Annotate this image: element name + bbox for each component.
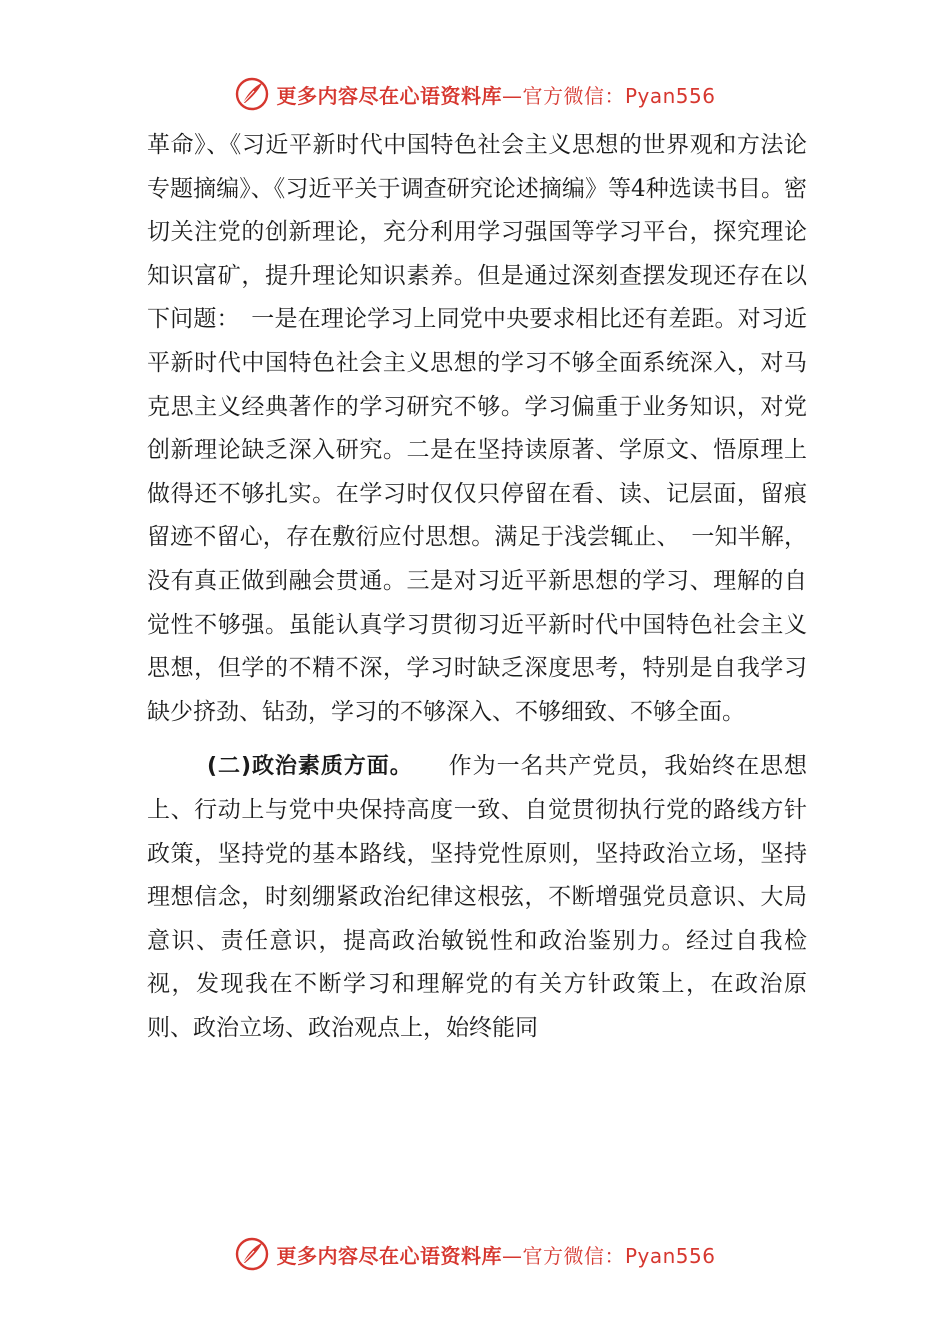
watermark-text: 更多内容尽在心语资料库—官方微信：Pyan556 — [276, 83, 716, 108]
feather-pen-logo-icon — [234, 76, 270, 112]
watermark-text: 更多内容尽在心语资料库—官方微信：Pyan556 — [276, 1243, 716, 1268]
feather-pen-logo-icon — [234, 1236, 270, 1272]
paragraph: 革命》、《习近平新时代中国特色社会主义思想的世界观和方法论专题摘编》、《习近平关于调查研究论述摘编》等4种选读书目。密切关注党的创新理论，充分利用学习强国等学习平台，探究理论知识富矿，提升理论知识素养。但是通过深刻查摆发现还存在以下问题： 一是在理论学习上同党中央要求相比还有差距。对习近平新时代中国特色社会主义思想的学习不够全面系统深入，对马克思主义经典著作的学习研究不够。学习偏重于业务知识，对党创新理论缺乏深入研究。二是在坚持读原著、学原文、悟原理上做得还不够扎实。在学习时仅仅只停留在看、读、记层面，留痕留迹不留心，存在敷衍应付思想。满足于浅尝辄止、 一知半解，没有真正做到融会贯通。三是对习近平新思想的学习、理解的自觉性不够强。虽能认真学习贯彻习近平新时代中国特色社会主义思想，但学的不精不深，学习时缺乏深度思考，特别是自我学习缺少挤劲、钻劲，学习的不够深入、不够细致、不够全面。 — [147, 132, 807, 725]
section-heading: (二)政治素质方面。 — [207, 754, 413, 780]
header-watermark — [0, 72, 950, 116]
section-paragraph — [147, 745, 807, 1050]
footer-watermark — [0, 1232, 950, 1276]
document-body — [147, 124, 807, 1050]
section-body: 作为一名共产党员，我始终在思想上、行动上与党中央保持高度一致、自觉贯彻执行党的路线方针政策，坚持党的基本路线，坚持党性原则，坚持政治立场，坚持理想信念，时刻绷紧政治纪律这根弦，不断增强党员意识、大局意识、责任意识，提高政治敏锐性和政治鉴别力。经过自我检视，发现我在不断学习和理解党的有关方针政策上，在政治原则、政治立场、政治观点上，始终能同 — [147, 753, 807, 1041]
